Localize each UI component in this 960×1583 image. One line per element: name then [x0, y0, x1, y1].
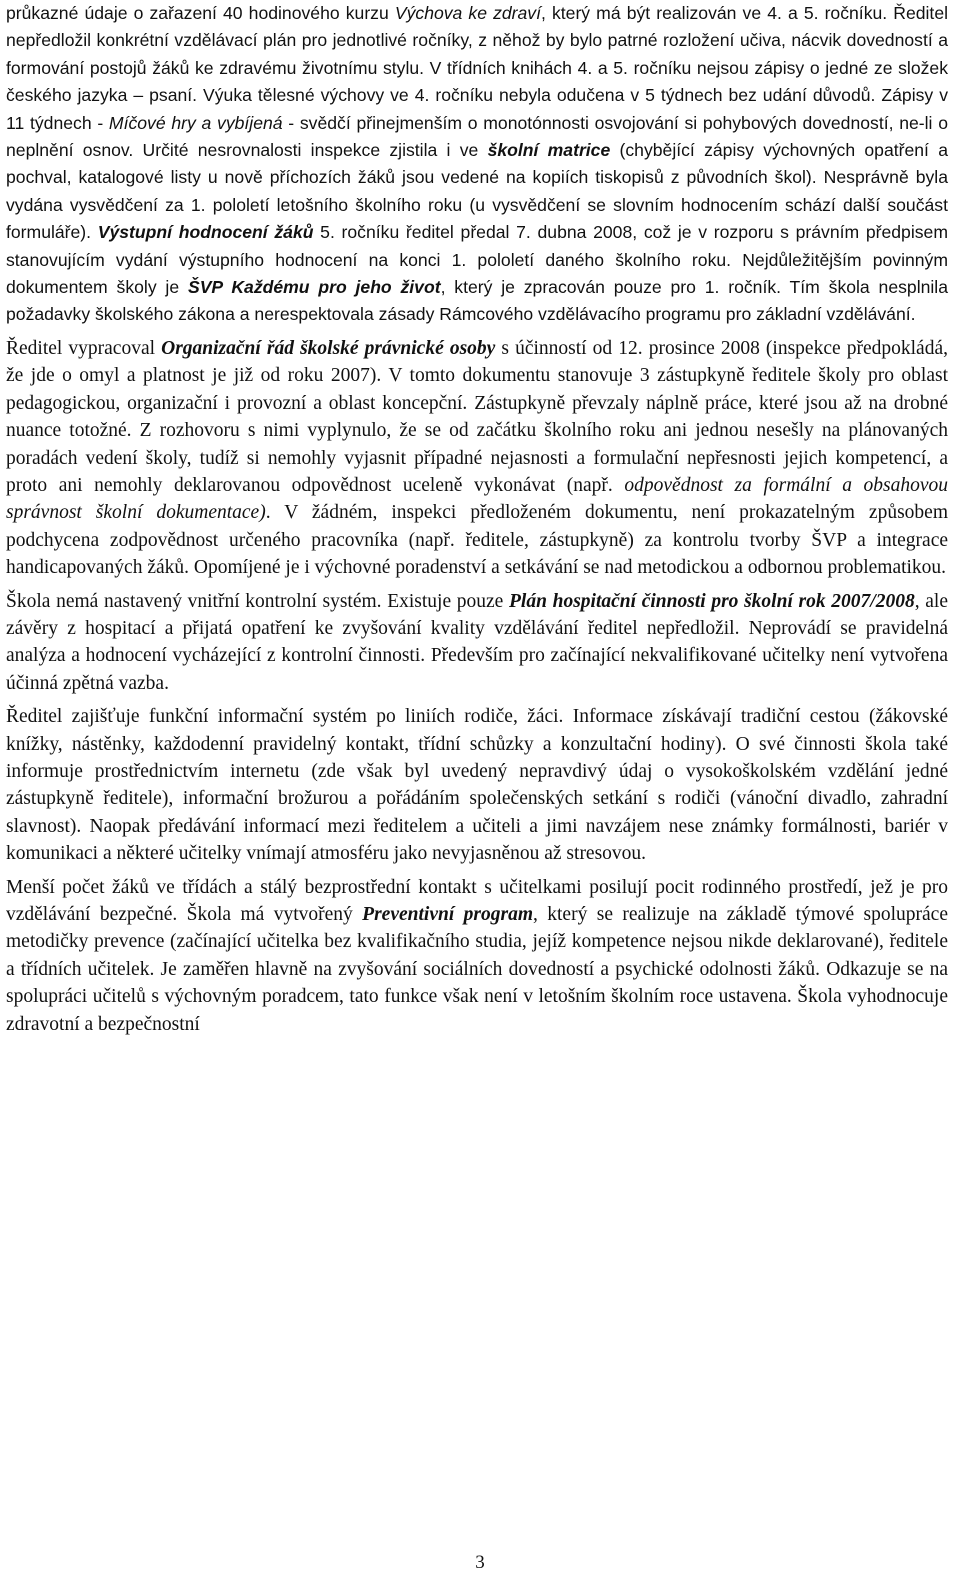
text-run: s účinností od 12. prosince 2008 (inspekce předpokládá, že jde o omyl a platnost je již od roku 2007). V tomto dokumentu stanovuje 3 zástupkyně ředitele školy pro oblast pedagogickou, organizační i provozní a oblast koncepční. Zástupkyně převzaly náplně práce, které jsou až na drobné nuance totožné. Z rozhovoru s nimi vyplynulo, že se od začátku školního roku ani jednou nesešly na plánovaných poradách vedení školy, tudíž si nemohly vyjasnit případné nejasnosti a formulační nepřesnosti jejich kompetencí, a proto ani nemohly deklarovanou odpovědnost uceleně vykonávat (např.	[6, 337, 948, 496]
text-run: průkazné údaje o zařazení 40 hodinového kurzu	[6, 3, 395, 23]
paragraph-curriculum-records	[6, 0, 948, 329]
text-run: , ale závěry z hospitací a přijatá opatření ke zvyšování kvality vzdělávání ředitel nepředložil. Neprovádí se pravidelná analýza a hodnocení vycházející z kontrolní činnosti. Především pro začínající nekvalifikované učitelky není vytvořena účinná zpětná vazba.	[6, 590, 948, 694]
text-run: , který je zpracován pouze pro 1. ročník. Tím škola nesplnila požadavky školského zákona a nerespektovala zásady Rámcového vzdělávacího programu pro základní vzdělávání.	[6, 277, 948, 325]
paragraph-organizational-order	[6, 335, 948, 582]
emphasized-text: Preventivní program	[362, 904, 533, 925]
text-run: 5. ročníku ředitel předal 7. dubna 2008, což je v rozporu s právním předpisem stanovujícím vydání výstupního hodnocení na konci 1. pololetí daného školního roku. Nejdůležitějším povinným dokumentem školy je	[6, 222, 948, 298]
text-run: . V žádném, inspekci předloženém dokumentu, není prokazatelným způsobem podchycena zodpovědnost určeného pracovníka (např. ředitele, zástupkyně) za kontrolu tvorby ŠVP a integrace handicapovaných žáků. Opomíjené je i výchovné poradenství a setkávání se nad metodickou a odbornou problematikou.	[6, 502, 948, 579]
text-run: , který se realizuje na základě týmové spolupráce metodičky prevence (začínající učitelka bez kvalifikačního studia, jejíž kompetence nejsou nikde deklarované), ředitele a třídních učitelek. Je zaměřen hlavně na zvyšování sociálních dovedností a psychické odolnosti žáků. Odkazuje se na spolupráci učitelů s výchovným poradcem, tato funkce však není v letošním školním roce ustavena. Škola vyhodnocuje zdravotní a bezpečnostní	[6, 904, 948, 1035]
text-run: Ředitel zajišťuje funkční informační systém po liniích rodiče, žáci. Informace získávají tradiční cestou (žákovské knížky, nástěnky, každodenní pravidelný kontakt, třídní schůzky a konzultační hodiny). O své činnosti škola také informuje prostřednictvím internetu (zde však byl uvedený nepravdivý údaj o vysokoškolském vzdělání jedné zástupkyně ředitele), informační brožurou a pořádáním společenských setkání s rodiči (vánoční divadlo, zahradní slavnost). Naopak předávání informací mezi ředitelem a učiteli a jimi navzájem nese známky formálnosti, bariér v komunikaci a některé učitelky vnímají atmosféru jako nevyjasněnou až stresovou.	[6, 706, 948, 865]
text-run: Ředitel vypracoval	[6, 337, 162, 359]
emphasized-text: Míčové hry a vybíjená	[108, 112, 283, 133]
emphasized-text: Výchova ke zdraví	[394, 3, 541, 23]
text-run: (chybějící zápisy výchovných opatření a pochval, katalogové listy u nově příchozích žáků jsou vedené na kopiích tiskopisů z původních škol). Nesprávně byla vydána vysvědčení za 1. pololetí letošního školního roku (u vysvědčení se slovním hodnocením schází další součást formuláře).	[6, 140, 948, 243]
emphasized-text: Plán hospitační činnosti pro školní rok 2007/2008	[509, 590, 915, 612]
emphasized-text: ŠVP Každému pro jeho život	[187, 277, 441, 298]
paragraph-internal-control	[6, 588, 948, 698]
emphasized-text: Výstupní hodnocení žáků	[97, 222, 314, 243]
emphasized-text: Organizační řád školské právnické osoby	[161, 337, 496, 359]
text-run: - svědčí přinejmenším o monotónnosti osvojování si pohybových dovedností, ne-li o neplnění osnov. Určité nesrovnalosti inspekce zjistila i ve	[6, 112, 948, 161]
paragraph-prevention-program	[6, 874, 948, 1038]
page-number: 3	[475, 1552, 485, 1573]
document-page	[6, 0, 948, 1044]
text-run: Menší počet žáků ve třídách a stálý bezprostřední kontakt s učitelkami posilují pocit rodinného prostředí, jež je pro vzdělávání bezpečné. Škola má vytvořený	[6, 876, 948, 925]
text-run: , který má být realizován ve 4. a 5. ročníku. Ředitel nepředložil konkrétní vzdělávací plán pro jednotlivé ročníky, z něhož by bylo patrné rozložení učiva, nácvik dovedností a formování postojů žáků ke zdravému životnímu stylu. V třídních knihách 4. a 5. ročníku nejsou zápisy o jedné ze složek českého jazyka – psaní. Výuka tělesné výchovy ve 4. ročníku nebyla odučena v 5 týdnech bez udání důvodů. Zápisy v 11 týdnech -	[6, 3, 949, 133]
paragraph-information-system	[6, 703, 948, 867]
emphasized-text: odpovědnost za formální a obsahovou správnost školní dokumentace)	[6, 474, 949, 524]
text-run: Škola nemá nastavený vnitřní kontrolní systém. Existuje pouze	[6, 590, 510, 612]
emphasized-text: školní matrice	[487, 140, 611, 161]
